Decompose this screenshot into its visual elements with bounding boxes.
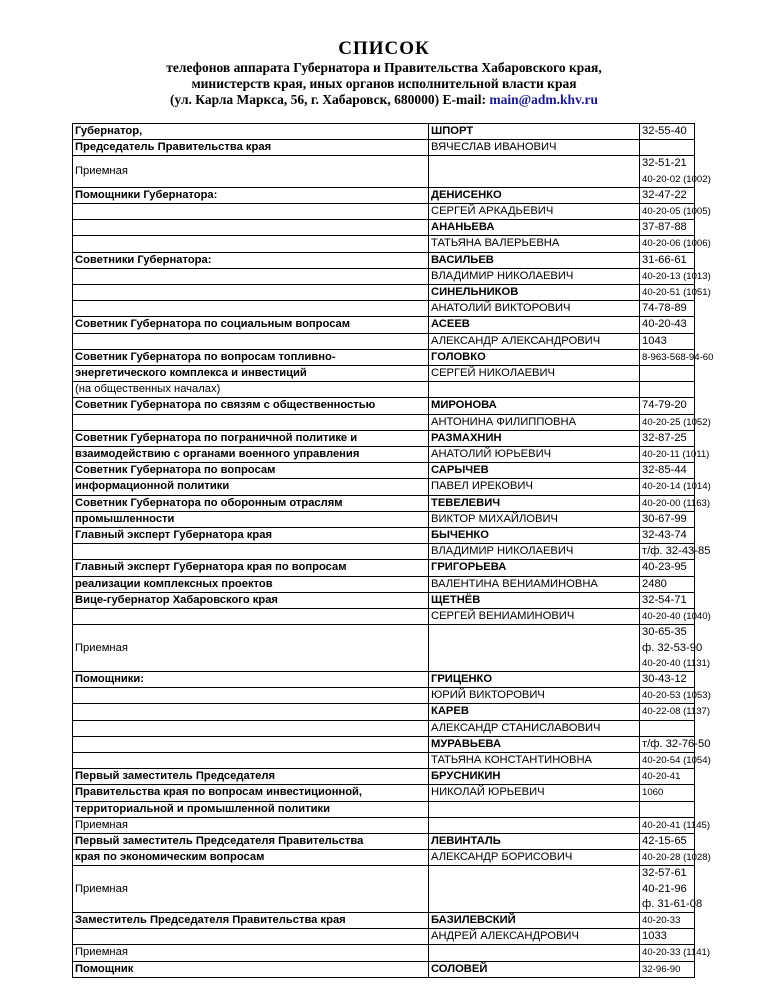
phone-number: 32-96-90 bbox=[642, 963, 681, 975]
name-cell bbox=[429, 625, 640, 672]
table-row bbox=[73, 866, 695, 913]
position-cell bbox=[73, 220, 429, 236]
phone-number: 40-20-11 (1011) bbox=[642, 449, 710, 461]
table-row bbox=[73, 752, 695, 768]
position-cell: информационной политики bbox=[73, 479, 429, 495]
position-cell bbox=[73, 929, 429, 945]
position-cell: Советник Губернатора по пограничной политике и bbox=[73, 430, 429, 446]
table-row bbox=[73, 929, 695, 945]
table-row bbox=[73, 833, 695, 849]
table-row bbox=[73, 398, 695, 414]
name-cell: ЛЕВИНТАЛЬ bbox=[429, 833, 640, 849]
position-cell: Приемная bbox=[73, 156, 429, 187]
phone-cell bbox=[640, 333, 695, 349]
phone-cell bbox=[640, 945, 711, 961]
position-cell bbox=[73, 704, 429, 720]
name-cell: ВАСИЛЬЕВ bbox=[429, 252, 640, 268]
table-row bbox=[73, 511, 695, 527]
name-cell: СЕРГЕЙ АРКАДЬЕВИЧ bbox=[429, 204, 640, 220]
phone-cell bbox=[640, 187, 695, 203]
name-cell: АНАТОЛИЙ ВИКТОРОВИЧ bbox=[429, 301, 640, 317]
table-row bbox=[73, 576, 695, 592]
phone-directory-body bbox=[73, 124, 714, 978]
table-row bbox=[73, 285, 695, 301]
table-row bbox=[73, 625, 695, 672]
table-row bbox=[73, 140, 695, 156]
table-row bbox=[73, 220, 695, 236]
phone-cell bbox=[640, 124, 695, 140]
table-row bbox=[73, 479, 695, 495]
document-header bbox=[0, 38, 768, 108]
phone-number bbox=[642, 140, 692, 155]
phone-cell bbox=[640, 301, 695, 317]
phone-cell bbox=[640, 156, 711, 187]
phone-number: 74-78-89 bbox=[642, 302, 687, 315]
table-row bbox=[73, 785, 695, 801]
name-cell: ШПОРТ bbox=[429, 124, 640, 140]
name-cell: СИНЕЛЬНИКОВ bbox=[429, 285, 640, 301]
phone-cell bbox=[640, 961, 695, 977]
phone-number: 40-20-41 bbox=[642, 771, 681, 783]
position-cell: Приемная bbox=[73, 945, 429, 961]
table-row bbox=[73, 592, 695, 608]
name-cell: ГРИГОРЬЕВА bbox=[429, 560, 640, 576]
position-cell: Первый заместитель Председателя bbox=[73, 769, 429, 785]
position-cell bbox=[73, 204, 429, 220]
table-row bbox=[73, 187, 695, 203]
phone-number: 1033 bbox=[642, 930, 667, 943]
name-cell bbox=[429, 945, 640, 961]
name-cell bbox=[429, 156, 640, 187]
phone-cell bbox=[640, 833, 695, 849]
phone-number: 8-963-568-94-60 bbox=[642, 351, 714, 363]
phone-number bbox=[642, 802, 692, 817]
name-cell: АНАТОЛИЙ ЮРЬЕВИЧ bbox=[429, 447, 640, 463]
phone-number: 32-51-21 bbox=[642, 157, 687, 170]
position-cell: Советник Губернатора по вопросам топливно- bbox=[73, 349, 429, 365]
position-cell: Помощник bbox=[73, 961, 429, 977]
phone-cell bbox=[640, 398, 695, 414]
table-row bbox=[73, 945, 695, 961]
name-cell: ВЛАДИМИР НИКОЛАЕВИЧ bbox=[429, 268, 640, 284]
phone-cell bbox=[640, 609, 711, 625]
phone-cell bbox=[640, 560, 695, 576]
phone-number: 40-20-40 (1040) bbox=[642, 611, 711, 623]
name-cell: ТАТЬЯНА КОНСТАНТИНОВНА bbox=[429, 752, 640, 768]
phone-cell bbox=[640, 720, 695, 736]
position-cell: Советник Губернатора по связям с общественностью bbox=[73, 398, 429, 414]
name-cell: РАЗМАХНИН bbox=[429, 430, 640, 446]
phone-cell bbox=[640, 140, 695, 156]
table-row bbox=[73, 704, 695, 720]
table-row bbox=[73, 124, 695, 140]
phone-number bbox=[642, 382, 692, 397]
phone-number: 32-87-25 bbox=[642, 431, 687, 444]
phone-cell bbox=[640, 912, 695, 928]
position-cell: взаимодействию с органами военного управления bbox=[73, 447, 429, 463]
header-email: main@adm.khv.ru bbox=[489, 92, 598, 107]
phone-number: 40-20-06 (1006) bbox=[642, 238, 711, 250]
name-cell: МУРАВЬЕВА bbox=[429, 736, 640, 752]
phone-number: 40-20-25 (1052) bbox=[642, 416, 711, 428]
phone-cell bbox=[640, 850, 711, 866]
phone-cell bbox=[640, 866, 703, 913]
position-cell bbox=[73, 752, 429, 768]
phone-cell bbox=[640, 220, 695, 236]
position-cell: Губернатор, bbox=[73, 124, 429, 140]
position-cell bbox=[73, 720, 429, 736]
phone-cell bbox=[640, 268, 711, 284]
table-row bbox=[73, 736, 695, 752]
phone-number: 1043 bbox=[642, 334, 667, 347]
table-row bbox=[73, 382, 695, 398]
table-row bbox=[73, 156, 695, 187]
position-cell: Советники Губернатора: bbox=[73, 252, 429, 268]
phone-number: 32-57-61 bbox=[642, 867, 687, 880]
position-cell: края по экономическим вопросам bbox=[73, 850, 429, 866]
table-row bbox=[73, 769, 695, 785]
phone-cell bbox=[640, 625, 711, 672]
name-cell: СЕРГЕЙ ВЕНИАМИНОВИЧ bbox=[429, 609, 640, 625]
position-cell bbox=[73, 688, 429, 704]
table-row bbox=[73, 366, 695, 382]
table-row bbox=[73, 463, 695, 479]
table-row bbox=[73, 801, 695, 817]
table-row bbox=[73, 317, 695, 333]
table-row bbox=[73, 447, 695, 463]
table-row bbox=[73, 495, 695, 511]
phone-cell bbox=[640, 382, 695, 398]
header-line-1: телефонов аппарата Губернатора и Правительства Хабаровского края, bbox=[166, 60, 602, 75]
phone-cell bbox=[640, 447, 710, 463]
position-cell: Помощники: bbox=[73, 671, 429, 687]
position-cell: территориальной и промышленной политики bbox=[73, 801, 429, 817]
position-cell: Советник Губернатора по оборонным отраслям bbox=[73, 495, 429, 511]
position-cell: Председатель Правительства края bbox=[73, 140, 429, 156]
phone-cell bbox=[640, 785, 695, 801]
name-cell: МИРОНОВА bbox=[429, 398, 640, 414]
phone-cell bbox=[640, 204, 711, 220]
table-row bbox=[73, 817, 695, 833]
table-row bbox=[73, 414, 695, 430]
table-row bbox=[73, 544, 695, 560]
position-cell: Помощники Губернатора: bbox=[73, 187, 429, 203]
name-cell: АЛЕКСАНДР СТАНИСЛАВОВИЧ bbox=[429, 720, 640, 736]
table-row bbox=[73, 349, 695, 365]
phone-number: 40-20-00 (1163) bbox=[642, 497, 711, 509]
position-cell: Заместитель Председателя Правительства края bbox=[73, 912, 429, 928]
phone-number: 37-87-88 bbox=[642, 221, 687, 234]
phone-number: 40-20-53 (1053) bbox=[642, 690, 711, 702]
position-cell: реализации комплексных проектов bbox=[73, 576, 429, 592]
table-row bbox=[73, 430, 695, 446]
phone-cell bbox=[640, 752, 711, 768]
position-cell bbox=[73, 736, 429, 752]
phone-number: 32-43-74 bbox=[642, 529, 687, 542]
phone-number: 2480 bbox=[642, 577, 667, 590]
name-cell: ТЕВЕЛЕВИЧ bbox=[429, 495, 640, 511]
name-cell: ТАТЬЯНА ВАЛЕРЬЕВНА bbox=[429, 236, 640, 252]
name-cell: САРЫЧЕВ bbox=[429, 463, 640, 479]
position-cell bbox=[73, 285, 429, 301]
table-row bbox=[73, 688, 695, 704]
table-row bbox=[73, 236, 695, 252]
table-row bbox=[73, 720, 695, 736]
table-row bbox=[73, 609, 695, 625]
name-cell: ЩЕТНЁВ bbox=[429, 592, 640, 608]
name-cell: ПАВЕЛ ИРЕКОВИЧ bbox=[429, 479, 640, 495]
position-cell bbox=[73, 333, 429, 349]
name-cell: БРУСНИКИН bbox=[429, 769, 640, 785]
phone-number: 30-43-12 bbox=[642, 672, 687, 685]
name-cell bbox=[429, 817, 640, 833]
table-row bbox=[73, 268, 695, 284]
table-row bbox=[73, 850, 695, 866]
position-cell bbox=[73, 301, 429, 317]
phone-number: 31-66-61 bbox=[642, 253, 687, 266]
phone-cell bbox=[640, 528, 695, 544]
name-cell bbox=[429, 801, 640, 817]
phone-number: 40-20-33 (1141) bbox=[642, 947, 711, 959]
phone-cell bbox=[640, 704, 711, 720]
header-line-3 bbox=[0, 92, 768, 108]
phone-number: 74-79-20 bbox=[642, 399, 687, 412]
phone-cell bbox=[640, 495, 711, 511]
position-cell bbox=[73, 544, 429, 560]
position-cell bbox=[73, 609, 429, 625]
phone-number: 42-15-65 bbox=[642, 834, 687, 847]
name-cell: СЕРГЕЙ НИКОЛАЕВИЧ bbox=[429, 366, 640, 382]
document-title: СПИСОК bbox=[338, 38, 430, 59]
name-cell: АЛЕКСАНДР АЛЕКСАНДРОВИЧ bbox=[429, 333, 640, 349]
name-cell: ДЕНИСЕНКО bbox=[429, 187, 640, 203]
phone-cell bbox=[640, 414, 711, 430]
position-cell: Правительства края по вопросам инвестиционной, bbox=[73, 785, 429, 801]
phone-cell bbox=[640, 801, 695, 817]
phone-number: ф. 32-53-90 bbox=[642, 641, 703, 654]
position-cell: промышленности bbox=[73, 511, 429, 527]
phone-cell bbox=[640, 430, 695, 446]
phone-cell bbox=[640, 769, 695, 785]
header-address: (ул. Карла Маркса, 56, г. Хабаровск, 680000) E-mail: bbox=[170, 92, 490, 107]
phone-cell bbox=[640, 479, 711, 495]
table-row bbox=[73, 671, 695, 687]
position-cell: Приемная bbox=[73, 625, 429, 672]
phone-cell bbox=[640, 576, 695, 592]
name-cell: БЫЧЕНКО bbox=[429, 528, 640, 544]
phone-cell bbox=[640, 592, 695, 608]
name-cell: ВЛАДИМИР НИКОЛАЕВИЧ bbox=[429, 544, 640, 560]
phone-number: 32-55-40 bbox=[642, 125, 687, 137]
phone-number: 1060 bbox=[642, 787, 664, 799]
phone-cell bbox=[640, 929, 695, 945]
phone-number: 32-47-22 bbox=[642, 188, 687, 201]
name-cell: БАЗИЛЕВСКИЙ bbox=[429, 912, 640, 928]
position-cell: (на общественных началах) bbox=[73, 382, 429, 398]
phone-number: 40-20-14 (1014) bbox=[642, 481, 711, 493]
phone-number: 30-65-35 bbox=[642, 626, 687, 639]
position-cell: Главный эксперт Губернатора края по вопросам bbox=[73, 560, 429, 576]
name-cell: ВИКТОР МИХАЙЛОВИЧ bbox=[429, 511, 640, 527]
table-row bbox=[73, 301, 695, 317]
name-cell bbox=[429, 866, 640, 913]
phone-number: 40-20-41 (1145) bbox=[642, 819, 711, 831]
phone-number: 40-20-43 bbox=[642, 318, 687, 331]
phone-cell bbox=[640, 688, 711, 704]
position-cell bbox=[73, 236, 429, 252]
table-row bbox=[73, 252, 695, 268]
phone-cell bbox=[640, 544, 711, 560]
phone-number: 40-20-13 (1013) bbox=[642, 270, 711, 282]
position-cell: Советник Губернатора по вопросам bbox=[73, 463, 429, 479]
table-row bbox=[73, 560, 695, 576]
phone-number: ф. 31-61-08 bbox=[642, 897, 703, 910]
phone-cell bbox=[640, 252, 695, 268]
phone-number: 40-20-54 (1054) bbox=[642, 754, 711, 766]
name-cell: ВЯЧЕСЛАВ ИВАНОВИЧ bbox=[429, 140, 640, 156]
phone-number bbox=[642, 366, 692, 381]
name-cell: АЛЕКСАНДР БОРИСОВИЧ bbox=[429, 850, 640, 866]
position-cell: Приемная bbox=[73, 866, 429, 913]
phone-number: т/ф. 32-76-50 bbox=[642, 737, 711, 750]
name-cell: СОЛОВЕЙ bbox=[429, 961, 640, 977]
name-cell: КАРЕВ bbox=[429, 704, 640, 720]
phone-number: 40-21-96 bbox=[642, 882, 687, 895]
position-cell: энергетического комплекса и инвестиций bbox=[73, 366, 429, 382]
table-row bbox=[73, 961, 695, 977]
table-row bbox=[73, 912, 695, 928]
phone-number: 40-20-28 (1028) bbox=[642, 852, 711, 864]
name-cell: ГРИЦЕНКО bbox=[429, 671, 640, 687]
table-row bbox=[73, 528, 695, 544]
phone-number bbox=[642, 721, 692, 736]
name-cell: АНДРЕЙ АЛЕКСАНДРОВИЧ bbox=[429, 929, 640, 945]
phone-number: 40-20-33 bbox=[642, 914, 681, 926]
phone-directory-table bbox=[72, 123, 714, 978]
position-cell bbox=[73, 268, 429, 284]
phone-cell bbox=[640, 285, 711, 301]
phone-number: 40-22-08 (1137) bbox=[642, 706, 711, 718]
phone-cell bbox=[640, 511, 695, 527]
name-cell: ЮРИЙ ВИКТОРОВИЧ bbox=[429, 688, 640, 704]
name-cell: ВАЛЕНТИНА ВЕНИАМИНОВНА bbox=[429, 576, 640, 592]
name-cell: НИКОЛАЙ ЮРЬЕВИЧ bbox=[429, 785, 640, 801]
phone-number: 30-67-99 bbox=[642, 512, 687, 525]
phone-number: 40-20-05 (1005) bbox=[642, 206, 711, 218]
phone-cell bbox=[640, 349, 714, 365]
name-cell: АНТОНИНА ФИЛИППОВНА bbox=[429, 414, 640, 430]
phone-number: 40-23-95 bbox=[642, 561, 687, 574]
name-cell: АСЕЕВ bbox=[429, 317, 640, 333]
phone-cell bbox=[640, 736, 711, 752]
name-cell: АНАНЬЕВА bbox=[429, 220, 640, 236]
phone-number: 32-85-44 bbox=[642, 464, 687, 477]
phone-cell bbox=[640, 317, 695, 333]
position-cell bbox=[73, 414, 429, 430]
header-line-2: министерств края, иных органов исполнительной власти края bbox=[191, 76, 577, 91]
phone-number: 40-20-40 (1131) bbox=[642, 657, 711, 669]
phone-number: т/ф. 32-43-85 bbox=[642, 545, 711, 558]
phone-cell bbox=[640, 817, 711, 833]
table-row bbox=[73, 204, 695, 220]
position-cell: Первый заместитель Председателя Правительства bbox=[73, 833, 429, 849]
position-cell: Приемная bbox=[73, 817, 429, 833]
name-cell: ГОЛОВКО bbox=[429, 349, 640, 365]
position-cell: Вице-губернатор Хабаровского края bbox=[73, 592, 429, 608]
phone-cell bbox=[640, 463, 695, 479]
phone-number: 32-54-71 bbox=[642, 593, 687, 606]
phone-cell bbox=[640, 236, 711, 252]
phone-cell bbox=[640, 671, 695, 687]
position-cell: Советник Губернатора по социальным вопросам bbox=[73, 317, 429, 333]
name-cell bbox=[429, 382, 640, 398]
position-cell: Главный эксперт Губернатора края bbox=[73, 528, 429, 544]
table-row bbox=[73, 333, 695, 349]
phone-cell bbox=[640, 366, 695, 382]
phone-number: 40-20-02 (1002) bbox=[642, 173, 711, 185]
phone-number: 40-20-51 (1051) bbox=[642, 287, 711, 299]
